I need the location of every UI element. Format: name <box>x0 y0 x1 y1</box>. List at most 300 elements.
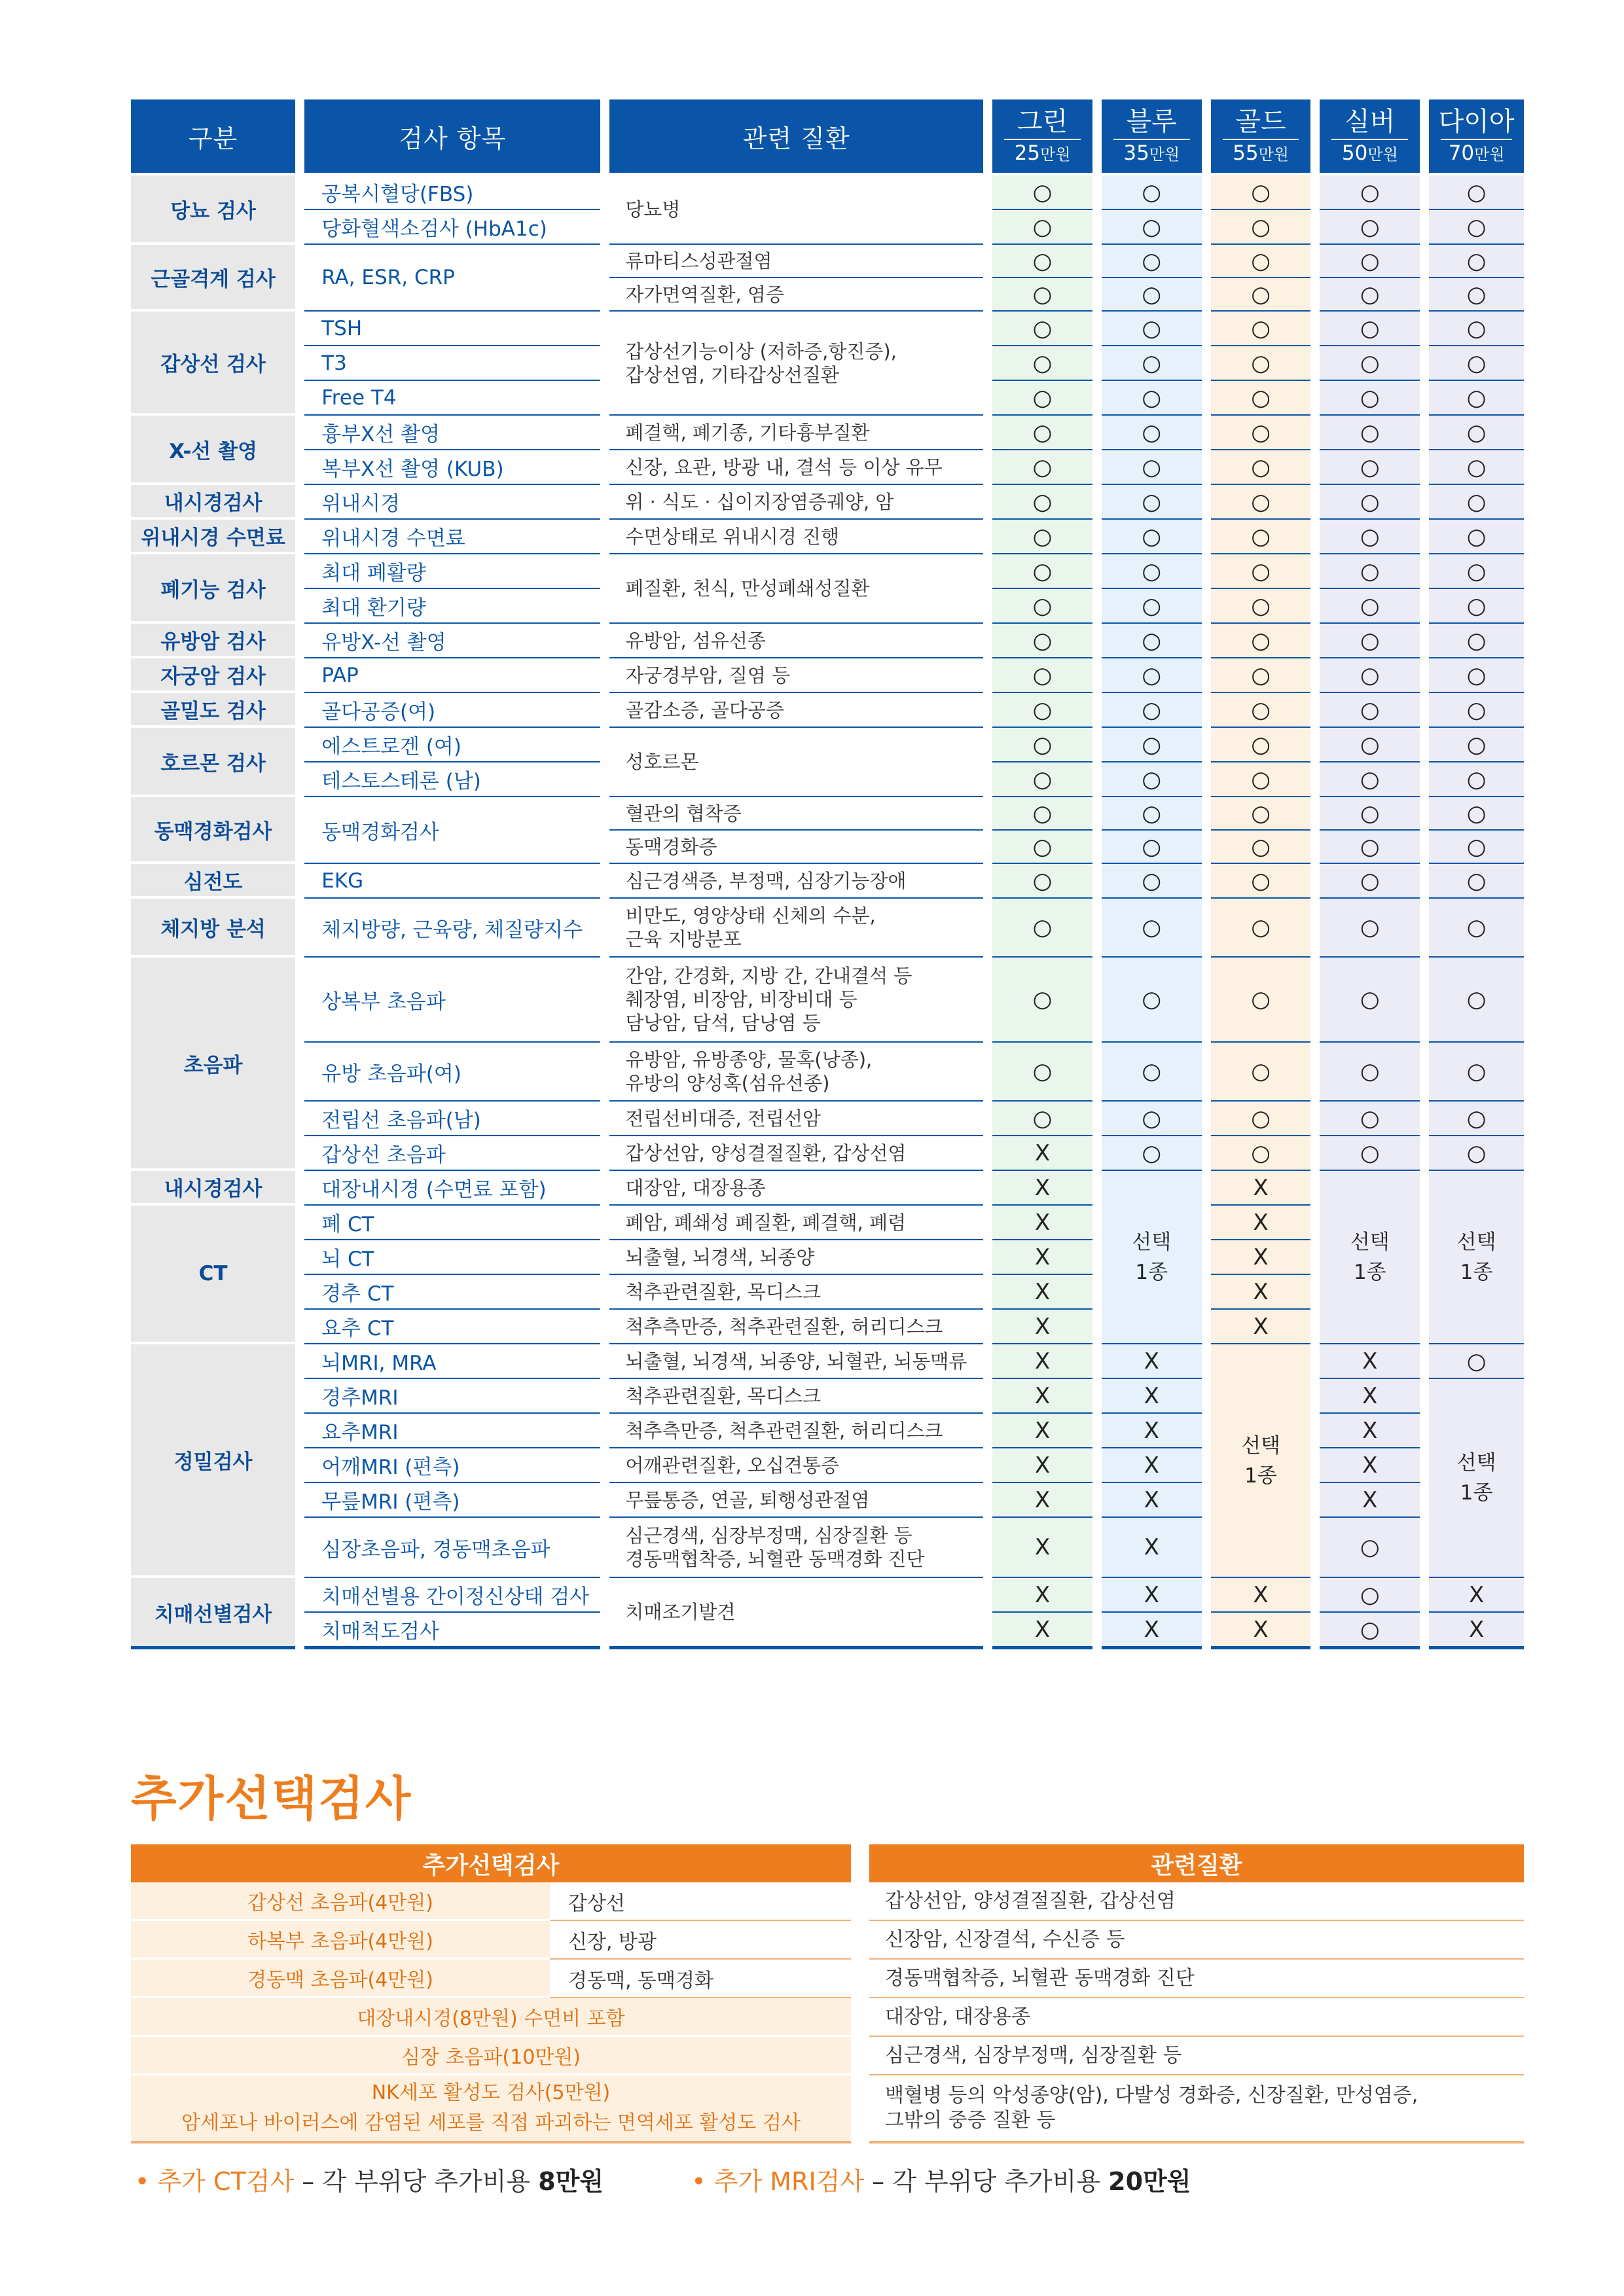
table-row <box>131 1518 1524 1578</box>
extra-table-body <box>131 1882 1524 2144</box>
excluded-mark: X <box>1102 1483 1202 1518</box>
excluded-mark: X <box>1320 1379 1420 1414</box>
extra-related-disease: 심근경색, 심장부정맥, 심장질환 등 <box>869 2037 1524 2075</box>
table-row <box>131 1206 1524 1240</box>
included-mark: ○ <box>1102 693 1202 728</box>
included-mark: ○ <box>1429 864 1524 899</box>
included-mark: ○ <box>1211 658 1311 693</box>
exam-item-cell: 갑상선 초음파 <box>304 1136 600 1171</box>
table-row <box>131 485 1524 520</box>
related-disease-cell: 척추관련질환, 목디스크 <box>609 1275 983 1310</box>
table-row <box>131 1578 1524 1613</box>
category-cell: X-선 촬영 <box>131 416 295 485</box>
related-disease-cell: 자가면역질환, 염증 <box>609 278 983 312</box>
related-disease-cell: 갑상선기능이상 (저하증,항진증), 갑상선염, 기타갑상선질환 <box>609 312 983 416</box>
exam-item-cell: 폐 CT <box>304 1206 600 1240</box>
included-mark: ○ <box>1211 831 1311 864</box>
included-mark: ○ <box>992 589 1092 624</box>
header-plan-diamond: 다이아 70만원 <box>1429 99 1524 175</box>
included-mark: ○ <box>992 554 1092 589</box>
exam-item-cell: 뇌 CT <box>304 1240 600 1275</box>
included-mark: ○ <box>992 175 1092 210</box>
excluded-mark: X <box>992 1171 1092 1206</box>
included-mark: ○ <box>1211 278 1311 312</box>
exam-item-cell: 유방 초음파(여) <box>304 1043 600 1102</box>
included-mark: ○ <box>992 624 1092 658</box>
plan-select-one-cell: 선택 1종 <box>1320 1171 1420 1344</box>
table-row <box>131 797 1524 831</box>
table-row <box>131 1448 1524 1483</box>
table-body <box>131 175 1524 1649</box>
exam-item-cell: 골다공증(여) <box>304 693 600 728</box>
included-mark: ○ <box>1320 1136 1420 1171</box>
table-row <box>131 1310 1524 1344</box>
included-mark: ○ <box>1102 346 1202 381</box>
included-mark: ○ <box>1211 245 1311 278</box>
related-disease-cell: 신장, 요관, 방광 내, 결석 등 이상 유무 <box>609 450 983 485</box>
extra-ct-text: – 각 부위당 추가비용 <box>294 2167 539 2196</box>
exam-item-cell: 위내시경 수면료 <box>304 520 600 554</box>
included-mark: ○ <box>992 1043 1092 1102</box>
excluded-mark: X <box>1102 1578 1202 1613</box>
table-row <box>131 1136 1524 1171</box>
category-cell: 호르몬 검사 <box>131 728 295 797</box>
included-mark: ○ <box>1211 958 1311 1043</box>
included-mark: ○ <box>1211 693 1311 728</box>
related-disease-cell: 동맥경화증 <box>609 831 983 864</box>
included-mark: ○ <box>1211 312 1311 346</box>
included-mark: ○ <box>1102 658 1202 693</box>
related-disease-cell: 폐결핵, 폐기종, 기타흉부질환 <box>609 416 983 450</box>
excluded-mark: X <box>992 1518 1092 1578</box>
related-disease-cell: 치매조기발견 <box>609 1578 983 1649</box>
included-mark: ○ <box>1211 520 1311 554</box>
table-row <box>131 1102 1524 1136</box>
included-mark: ○ <box>1211 485 1311 520</box>
extra-section-title: 추가선택검사 <box>131 1771 412 1826</box>
extra-related-disease: 신장암, 신장결석, 수신증 등 <box>869 1921 1524 1960</box>
excluded-mark: X <box>1211 1310 1311 1344</box>
extra-related-disease: 경동맥협착증, 뇌혈관 동맥경화 진단 <box>869 1960 1524 1998</box>
exam-item-cell: 치매척도검사 <box>304 1613 600 1649</box>
included-mark: ○ <box>1320 520 1420 554</box>
header-disease: 관련 질환 <box>609 99 983 175</box>
related-disease-cell: 대장암, 대장용종 <box>609 1171 983 1206</box>
header-plan-blue: 블루 35만원 <box>1102 99 1202 175</box>
exam-item-cell: T3 <box>304 346 600 381</box>
plan-select-one-cell: 선택 1종 <box>1102 1171 1202 1344</box>
included-mark: ○ <box>1320 312 1420 346</box>
included-mark: ○ <box>992 658 1092 693</box>
included-mark: ○ <box>1320 245 1420 278</box>
included-mark: ○ <box>1429 797 1524 831</box>
included-mark: ○ <box>1320 762 1420 797</box>
related-disease-cell: 심근경색증, 부정맥, 심장기능장애 <box>609 864 983 899</box>
related-disease-cell: 뇌출혈, 뇌경색, 뇌종양 <box>609 1240 983 1275</box>
excluded-mark: X <box>1102 1448 1202 1483</box>
table-row <box>131 1275 1524 1310</box>
included-mark: ○ <box>1102 1102 1202 1136</box>
included-mark: ○ <box>1429 450 1524 485</box>
extra-row <box>131 1882 1524 1921</box>
included-mark: ○ <box>1320 899 1420 958</box>
exam-item-cell: 테스토스테론 (남) <box>304 762 600 797</box>
plan-select-one-cell: 선택 1종 <box>1211 1344 1311 1578</box>
table-row <box>131 728 1524 762</box>
included-mark: ○ <box>1429 728 1524 762</box>
included-mark: ○ <box>1211 762 1311 797</box>
included-mark: ○ <box>1320 1043 1420 1102</box>
extra-header-row <box>131 1844 1524 1882</box>
included-mark: ○ <box>992 728 1092 762</box>
header-plan-green: 그린 25만원 <box>992 99 1092 175</box>
table-row <box>131 958 1524 1043</box>
header-plan-gold: 골드 55만원 <box>1211 99 1311 175</box>
included-mark: ○ <box>1320 728 1420 762</box>
included-mark: ○ <box>1102 520 1202 554</box>
extra-test-name: 갑상선 초음파(4만원) <box>131 1882 550 1921</box>
included-mark: ○ <box>1429 245 1524 278</box>
included-mark: ○ <box>1102 864 1202 899</box>
extra-mri-text: – 각 부위당 추가비용 <box>864 2167 1109 2196</box>
included-mark: ○ <box>1320 624 1420 658</box>
excluded-mark: X <box>992 1206 1092 1240</box>
table-row <box>131 624 1524 658</box>
excluded-mark: X <box>992 1240 1092 1275</box>
exam-item-cell: 에스트로겐 (여) <box>304 728 600 762</box>
extra-row <box>131 1998 1524 2037</box>
excluded-mark: X <box>992 1578 1092 1613</box>
table-row <box>131 658 1524 693</box>
extra-mri-label: • 추가 MRI검사 <box>691 2167 865 2196</box>
related-disease-cell: 어깨관련질환, 오십견통증 <box>609 1448 983 1483</box>
extra-related-disease: 갑상선암, 양성결절질환, 갑상선염 <box>869 1882 1524 1921</box>
table-row <box>131 1344 1524 1379</box>
included-mark: ○ <box>1211 381 1311 416</box>
included-mark: ○ <box>1102 958 1202 1043</box>
table-row <box>131 1379 1524 1414</box>
included-mark: ○ <box>1211 728 1311 762</box>
included-mark: ○ <box>1429 175 1524 210</box>
table-header-row <box>131 99 1524 175</box>
extra-test-area: 갑상선 <box>550 1882 851 1921</box>
exam-item-cell: 요추 CT <box>304 1310 600 1344</box>
excluded-mark: X <box>1320 1344 1420 1379</box>
plan-select-one-cell: 선택 1종 <box>1429 1171 1524 1344</box>
included-mark: ○ <box>1429 1136 1524 1171</box>
extra-test-name: 대장내시경(8만원) 수면비 포함 <box>131 1998 851 2037</box>
related-disease-cell: 폐암, 폐쇄성 폐질환, 폐결핵, 폐렴 <box>609 1206 983 1240</box>
related-disease-cell: 간암, 간경화, 지방 간, 간내결석 등 췌장염, 비장암, 비장비대 등 담낭암, 담석, 담낭염 등 <box>609 958 983 1043</box>
included-mark: ○ <box>1429 658 1524 693</box>
excluded-mark: X <box>1102 1414 1202 1448</box>
footer-notes <box>135 2161 1191 2197</box>
table-row <box>131 1171 1524 1206</box>
included-mark: ○ <box>1102 245 1202 278</box>
related-disease-cell: 성호르몬 <box>609 728 983 797</box>
exam-item-cell: 체지방량, 근육량, 체질량지수 <box>304 899 600 958</box>
table-row <box>131 1240 1524 1275</box>
extra-mri-price: 20만원 <box>1108 2167 1191 2196</box>
included-mark: ○ <box>992 958 1092 1043</box>
included-mark: ○ <box>1429 278 1524 312</box>
included-mark: ○ <box>1429 589 1524 624</box>
related-disease-cell: 갑상선암, 양성결절질환, 갑상선염 <box>609 1136 983 1171</box>
category-cell: 초음파 <box>131 958 295 1171</box>
related-disease-cell: 무릎통증, 연골, 퇴행성관절염 <box>609 1483 983 1518</box>
included-mark: ○ <box>1211 554 1311 589</box>
included-mark: ○ <box>1320 485 1420 520</box>
category-cell: 근골격계 검사 <box>131 245 295 312</box>
included-mark: ○ <box>1429 312 1524 346</box>
excluded-mark: X <box>992 1136 1092 1171</box>
exam-item-cell: 최대 환기량 <box>304 589 600 624</box>
table-row <box>131 245 1524 278</box>
related-disease-cell: 심근경색, 심장부정맥, 심장질환 등 경동맥협착증, 뇌혈관 동맥경화 진단 <box>609 1518 983 1578</box>
extra-test-name: 경동맥 초음파(4만원) <box>131 1960 550 1998</box>
extra-row <box>131 2037 1524 2075</box>
exam-item-cell: 전립선 초음파(남) <box>304 1102 600 1136</box>
included-mark: ○ <box>1320 1613 1420 1649</box>
included-mark: ○ <box>1320 958 1420 1043</box>
category-cell: 폐기능 검사 <box>131 554 295 624</box>
included-mark: ○ <box>1102 381 1202 416</box>
included-mark: ○ <box>992 899 1092 958</box>
included-mark: ○ <box>1211 1102 1311 1136</box>
category-cell: 동맥경화검사 <box>131 797 295 864</box>
excluded-mark: X <box>992 1344 1092 1379</box>
included-mark: ○ <box>1429 624 1524 658</box>
exam-item-cell: 경추MRI <box>304 1379 600 1414</box>
included-mark: ○ <box>1429 416 1524 450</box>
excluded-mark: X <box>992 1275 1092 1310</box>
included-mark: ○ <box>992 831 1092 864</box>
table-row <box>131 312 1524 346</box>
table-row <box>131 693 1524 728</box>
header-category: 구분 <box>131 99 295 175</box>
exam-item-cell: PAP <box>304 658 600 693</box>
excluded-mark: X <box>1211 1613 1311 1649</box>
category-cell: 정밀검사 <box>131 1344 295 1578</box>
exam-item-cell: 요추MRI <box>304 1414 600 1448</box>
included-mark: ○ <box>1211 346 1311 381</box>
category-cell: 갑상선 검사 <box>131 312 295 416</box>
excluded-mark: X <box>992 1414 1092 1448</box>
table-row <box>131 1483 1524 1518</box>
exam-item-cell: 복부X선 촬영 (KUB) <box>304 450 600 485</box>
included-mark: ○ <box>1429 958 1524 1043</box>
extra-ct-price: 8만원 <box>538 2167 604 2196</box>
related-disease-cell: 유방암, 유방종양, 물혹(낭종), 유방의 양성혹(섬유선종) <box>609 1043 983 1102</box>
table-row <box>131 864 1524 899</box>
exam-item-cell: 당화혈색소검사 (HbA1c) <box>304 210 600 245</box>
included-mark: ○ <box>1102 899 1202 958</box>
excluded-mark: X <box>992 1379 1092 1414</box>
table-row <box>131 899 1524 958</box>
category-cell: 유방암 검사 <box>131 624 295 658</box>
extra-header-left: 추가선택검사 <box>131 1844 851 1882</box>
included-mark: ○ <box>992 762 1092 797</box>
included-mark: ○ <box>1211 1043 1311 1102</box>
included-mark: ○ <box>1320 346 1420 381</box>
included-mark: ○ <box>992 210 1092 245</box>
included-mark: ○ <box>1102 1043 1202 1102</box>
table-row <box>131 554 1524 589</box>
included-mark: ○ <box>1102 278 1202 312</box>
exam-item-cell: EKG <box>304 864 600 899</box>
excluded-mark: X <box>992 1613 1092 1649</box>
category-cell: 자궁암 검사 <box>131 658 295 693</box>
extra-test-name: NK세포 활성도 검사(5만원) 암세포나 바이러스에 감염된 세포를 직접 파괴하는 면역세포 활성도 검사 <box>131 2075 851 2144</box>
exam-item-cell: 어깨MRI (편측) <box>304 1448 600 1483</box>
header-item: 검사 항목 <box>304 99 600 175</box>
related-disease-cell: 혈관의 협착증 <box>609 797 983 831</box>
excluded-mark: X <box>1211 1578 1311 1613</box>
plan-select-one-cell: 선택 1종 <box>1429 1379 1524 1578</box>
included-mark: ○ <box>1211 416 1311 450</box>
extra-row <box>131 1960 1524 1998</box>
excluded-mark: X <box>1320 1483 1420 1518</box>
included-mark: ○ <box>992 312 1092 346</box>
included-mark: ○ <box>1429 693 1524 728</box>
included-mark: ○ <box>992 864 1092 899</box>
excluded-mark: X <box>1102 1379 1202 1414</box>
excluded-mark: X <box>992 1448 1092 1483</box>
included-mark: ○ <box>1102 762 1202 797</box>
included-mark: ○ <box>992 416 1092 450</box>
included-mark: ○ <box>1320 1578 1420 1613</box>
related-disease-cell: 비만도, 영양상태 신체의 수분, 근육 지방분포 <box>609 899 983 958</box>
included-mark: ○ <box>992 450 1092 485</box>
exam-item-cell: 유방X-선 촬영 <box>304 624 600 658</box>
category-cell: 내시경검사 <box>131 485 295 520</box>
included-mark: ○ <box>1102 1136 1202 1171</box>
included-mark: ○ <box>992 346 1092 381</box>
included-mark: ○ <box>1211 210 1311 245</box>
included-mark: ○ <box>1102 450 1202 485</box>
excluded-mark: X <box>992 1310 1092 1344</box>
excluded-mark: X <box>1211 1171 1311 1206</box>
related-disease-cell: 척추관련질환, 목디스크 <box>609 1379 983 1414</box>
extra-row <box>131 1921 1524 1960</box>
exam-item-cell: RA, ESR, CRP <box>304 245 600 312</box>
included-mark: ○ <box>1102 728 1202 762</box>
included-mark: ○ <box>1429 899 1524 958</box>
related-disease-cell: 골감소증, 골다공증 <box>609 693 983 728</box>
included-mark: ○ <box>1429 1102 1524 1136</box>
table-row <box>131 1414 1524 1448</box>
related-disease-cell: 유방암, 섬유선종 <box>609 624 983 658</box>
extra-test-area: 경동맥, 동맥경화 <box>550 1960 851 1998</box>
category-cell: 위내시경 수면료 <box>131 520 295 554</box>
included-mark: ○ <box>1320 381 1420 416</box>
included-mark: ○ <box>992 381 1092 416</box>
related-disease-cell: 자궁경부암, 질염 등 <box>609 658 983 693</box>
included-mark: ○ <box>1102 210 1202 245</box>
table-row <box>131 1043 1524 1102</box>
extra-test-area: 신장, 방광 <box>550 1921 851 1960</box>
excluded-mark: X <box>1102 1518 1202 1578</box>
exam-item-cell: 흉부X선 촬영 <box>304 416 600 450</box>
included-mark: ○ <box>1211 797 1311 831</box>
included-mark: ○ <box>1211 899 1311 958</box>
table-row <box>131 175 1524 210</box>
related-disease-cell: 당뇨병 <box>609 175 983 245</box>
exam-item-cell: Free T4 <box>304 381 600 416</box>
included-mark: ○ <box>1320 589 1420 624</box>
included-mark: ○ <box>1211 450 1311 485</box>
excluded-mark: X <box>1320 1414 1420 1448</box>
included-mark: ○ <box>1102 485 1202 520</box>
included-mark: ○ <box>1102 554 1202 589</box>
included-mark: ○ <box>1102 175 1202 210</box>
included-mark: ○ <box>1211 589 1311 624</box>
included-mark: ○ <box>1320 831 1420 864</box>
included-mark: ○ <box>1320 210 1420 245</box>
excluded-mark: X <box>1211 1275 1311 1310</box>
excluded-mark: X <box>1211 1206 1311 1240</box>
category-cell: 치매선별검사 <box>131 1578 295 1649</box>
exam-item-cell: 대장내시경 (수면료 포함) <box>304 1171 600 1206</box>
included-mark: ○ <box>1429 520 1524 554</box>
included-mark: ○ <box>1429 485 1524 520</box>
included-mark: ○ <box>1429 1344 1524 1379</box>
category-cell: 체지방 분석 <box>131 899 295 958</box>
related-disease-cell: 척추측만증, 척추관련질환, 허리디스크 <box>609 1310 983 1344</box>
excluded-mark: X <box>1429 1613 1524 1649</box>
related-disease-cell: 전립선비대증, 전립선암 <box>609 1102 983 1136</box>
table-row <box>131 416 1524 450</box>
included-mark: ○ <box>1429 210 1524 245</box>
related-disease-cell: 뇌출혈, 뇌경색, 뇌종양, 뇌혈관, 뇌동맥류 <box>609 1344 983 1379</box>
included-mark: ○ <box>992 797 1092 831</box>
extra-test-name: 하복부 초음파(4만원) <box>131 1921 550 1960</box>
excluded-mark: X <box>1211 1240 1311 1275</box>
excluded-mark: X <box>992 1483 1092 1518</box>
included-mark: ○ <box>1102 312 1202 346</box>
included-mark: ○ <box>1320 450 1420 485</box>
health-checkup-table <box>131 99 1524 1649</box>
category-cell: 당뇨 검사 <box>131 175 295 245</box>
related-disease-cell: 척추측만증, 척추관련질환, 허리디스크 <box>609 1414 983 1448</box>
included-mark: ○ <box>992 693 1092 728</box>
exam-item-cell: 경추 CT <box>304 1275 600 1310</box>
included-mark: ○ <box>1102 831 1202 864</box>
included-mark: ○ <box>1102 797 1202 831</box>
included-mark: ○ <box>1429 831 1524 864</box>
included-mark: ○ <box>1102 416 1202 450</box>
extra-test-name: 심장 초음파(10만원) <box>131 2037 851 2075</box>
included-mark: ○ <box>1320 1102 1420 1136</box>
exam-item-cell: 치매선별용 간이정신상태 검사 <box>304 1578 600 1613</box>
included-mark: ○ <box>1320 693 1420 728</box>
exam-item-cell: 최대 폐활량 <box>304 554 600 589</box>
excluded-mark: X <box>1429 1578 1524 1613</box>
included-mark: ○ <box>1429 381 1524 416</box>
extra-ct-label: • 추가 CT검사 <box>135 2167 295 2196</box>
included-mark: ○ <box>992 245 1092 278</box>
exam-item-cell: 무릎MRI (편측) <box>304 1483 600 1518</box>
excluded-mark: X <box>1320 1448 1420 1483</box>
included-mark: ○ <box>992 485 1092 520</box>
extra-related-disease: 대장암, 대장용종 <box>869 1998 1524 2037</box>
exam-item-cell: TSH <box>304 312 600 346</box>
category-cell: CT <box>131 1206 295 1344</box>
excluded-mark: X <box>1102 1344 1202 1379</box>
table-row <box>131 450 1524 485</box>
included-mark: ○ <box>1211 864 1311 899</box>
included-mark: ○ <box>1211 624 1311 658</box>
